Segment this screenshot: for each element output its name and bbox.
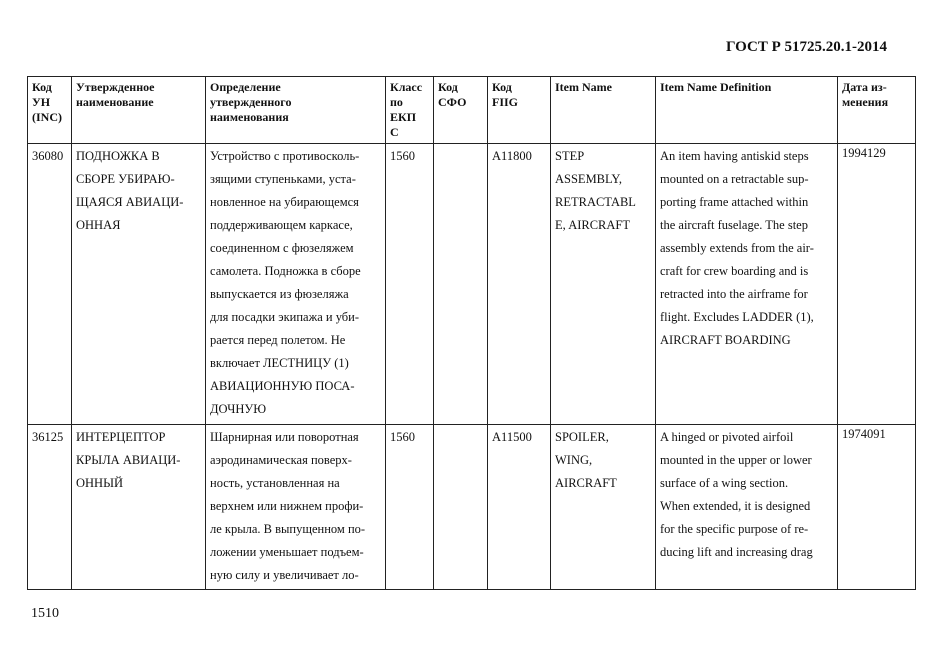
cell-item-name: STEP ASSEMBLY, RETRACTABL E, AIRCRAFT xyxy=(551,144,656,425)
cell-sfo xyxy=(434,425,488,590)
cell-class: 1560 xyxy=(386,425,434,590)
col-header-fiig: Код FIIG xyxy=(488,77,551,144)
col-header-class: Класс по ЕКП С xyxy=(386,77,434,144)
cell-date: 1974091 xyxy=(838,425,916,590)
cell-fiig: A11800 xyxy=(488,144,551,425)
table-row xyxy=(28,144,916,425)
cell-definition: Устройство с противосколь- зящими ступеньками, уста- новленное на убирающемся поддерживающем каркасе, соединенном с фюзеляжем самолета. Подножка в сборе выпускается из фюзеляжа для посадки экипажа и уби- рается перед полетом. Не включает ЛЕСТНИЦУ (1) АВИАЦИОННУЮ ПОСА- ДОЧНУЮ xyxy=(206,144,386,425)
cell-sfo xyxy=(434,144,488,425)
col-header-item-definition: Item Name Definition xyxy=(656,77,838,144)
nomenclature-table xyxy=(27,76,916,590)
cell-approved-name: ПОДНОЖКА В СБОРЕ УБИРАЮ- ЩАЯСЯ АВИАЦИ- ОННАЯ xyxy=(72,144,206,425)
col-header-sfo: Код СФО xyxy=(434,77,488,144)
standard-number: ГОСТ Р 51725.20.1-2014 xyxy=(725,39,887,55)
cell-fiig: A11500 xyxy=(488,425,551,590)
col-header-definition: Определение утвержденного наименования xyxy=(206,77,386,144)
cell-item-definition: A hinged or pivoted airfoil mounted in the upper or lower surface of a wing section. When extended, it is designed for the specific purpose of re- ducing lift and increasing drag xyxy=(656,425,838,590)
cell-definition: Шарнирная или поворотная аэродинамическая поверх- ность, установленная на верхнем или нижнем профи- ле крыла. В выпущенном по- ложении уменьшает подъем- ную силу и увеличивает ло- xyxy=(206,425,386,590)
col-header-item-name: Item Name xyxy=(551,77,656,144)
cell-inc: 36080 xyxy=(28,144,72,425)
cell-date: 1994129 xyxy=(838,144,916,425)
col-header-approved-name: Утвержденное наименование xyxy=(72,77,206,144)
cell-item-definition: An item having antiskid steps mounted on a retractable sup- porting frame attached within the aircraft fuselage. The step assembly extends from the air- craft for crew boarding and is retracted into the airframe for flight. Excludes LADDER (1), AIRCRAFT BOARDING xyxy=(656,144,838,425)
cell-inc: 36125 xyxy=(28,425,72,590)
page-number: 1510 xyxy=(31,606,59,621)
cell-approved-name: ИНТЕРЦЕПТОР КРЫЛА АВИАЦИ- ОННЫЙ xyxy=(72,425,206,590)
table-header-row xyxy=(28,77,916,144)
col-header-date: Дата из- менения xyxy=(838,77,916,144)
col-header-inc: Код УН (INC) xyxy=(28,77,72,144)
cell-class: 1560 xyxy=(386,144,434,425)
table-row xyxy=(28,425,916,590)
cell-item-name: SPOILER, WING, AIRCRAFT xyxy=(551,425,656,590)
